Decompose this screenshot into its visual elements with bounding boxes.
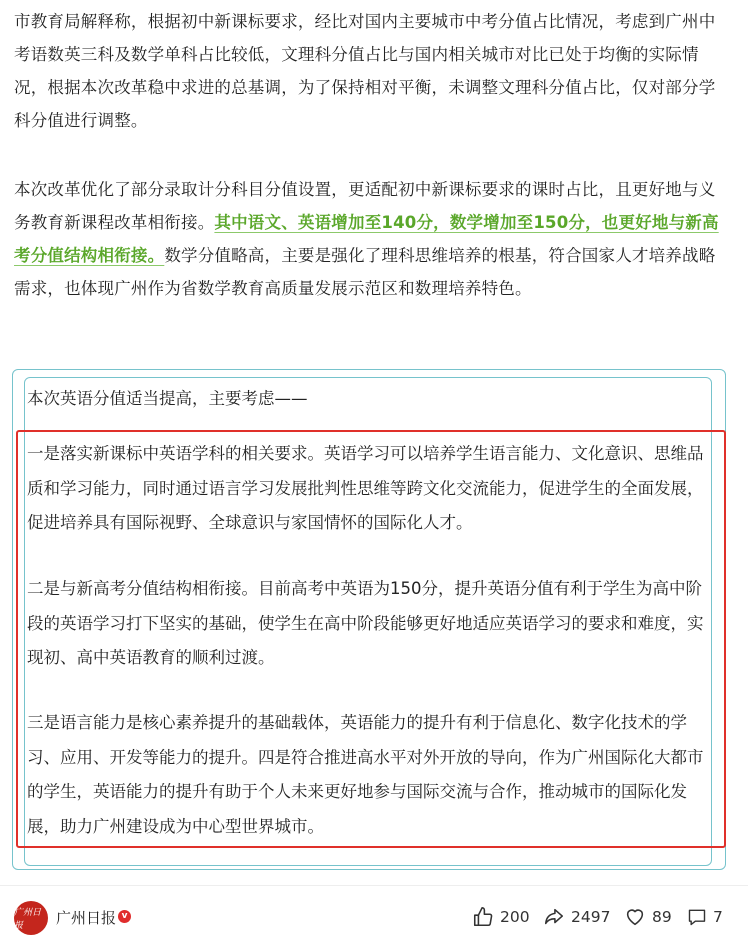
share-arrow-icon (543, 906, 565, 928)
share-button[interactable] (543, 904, 610, 930)
heart-icon (624, 906, 646, 928)
favorite-button[interactable] (624, 904, 672, 930)
article-footer (0, 898, 748, 938)
verified-badge-icon: v (118, 910, 131, 923)
article-paragraph-1: 市教育局解释称，根据初中新课标要求，经比对国内主要城市中考分值占比情况，考虑到广州中考语数英三科及数学单科占比较低，文理科分值占比与国内相关城市对比已处于均衡的实际情况，根据本次改革稳中求进的总基调，为了保持相对平衡，未调整文理科分值占比，仅对部分学科分值进行调整。 (14, 12, 716, 130)
publisher-name[interactable]: 广州日报 (56, 909, 117, 927)
thumbs-up-icon (472, 906, 494, 928)
favorite-count: 89 (652, 908, 672, 926)
like-count: 200 (500, 908, 530, 926)
quote-intro: 本次英语分值适当提高，主要考虑—— (27, 389, 308, 408)
comment-button[interactable] (687, 904, 723, 930)
like-button[interactable] (472, 904, 530, 930)
comment-bubble-icon (687, 907, 707, 927)
quote-point-3: 三是语言能力是核心素养提升的基础载体，英语能力的提升有利于信息化、数字化技术的学习、应用、开发等能力的提升。四是符合推进高水平对外开放的导向，作为广州国际化大都市的学生，英语能力的提升有助于个人未来更好地参与国际交流与合作，推动城市的国际化发展，助力广州建设成为中心型世界城市。 (27, 713, 704, 836)
article-paragraph-2 (14, 173, 732, 305)
share-count: 2497 (571, 908, 611, 926)
publisher-avatar[interactable]: 广州日报 (14, 901, 48, 935)
comment-count: 7 (713, 908, 723, 926)
quote-point-2: 二是与新高考分值结构相衔接。目前高考中英语为150分，提升英语分值有利于学生为高中阶段的英语学习打下坚实的基础，使学生在高中阶段能够更好地适应英语学习的要求和难度，实现初、高中英语教育的顺利过渡。 (27, 579, 704, 667)
paragraph-2-text-end: 数学分值略高，主要是强化了理科思维培养的根基，符合国家人才培养战略需求，也体现广州作为省数学教育高质量发展示范区和数理培养特色。 (14, 246, 716, 298)
footer-divider (0, 885, 748, 886)
paragraph-2-text-start: 本次改革优化了部分录取计分科目分值设置，更适配初中新课标要求的课时占比，且更好地与义务教育新课程改革相衔接。 (14, 180, 716, 232)
quote-point-1: 一是落实新课标中英语学科的相关要求。英语学习可以培养学生语言能力、文化意识、思维品质和学习能力，同时通过语言学习发展批判性思维等跨文化交流能力，促进学生的全面发展，促进培养具有国际视野、全球意识与家国情怀的国际化人才。 (27, 444, 704, 532)
highlighted-text: 其中语文、英语增加至140分，数学增加至150分，也更好地与新高考分值结构相衔接。 (14, 213, 719, 265)
